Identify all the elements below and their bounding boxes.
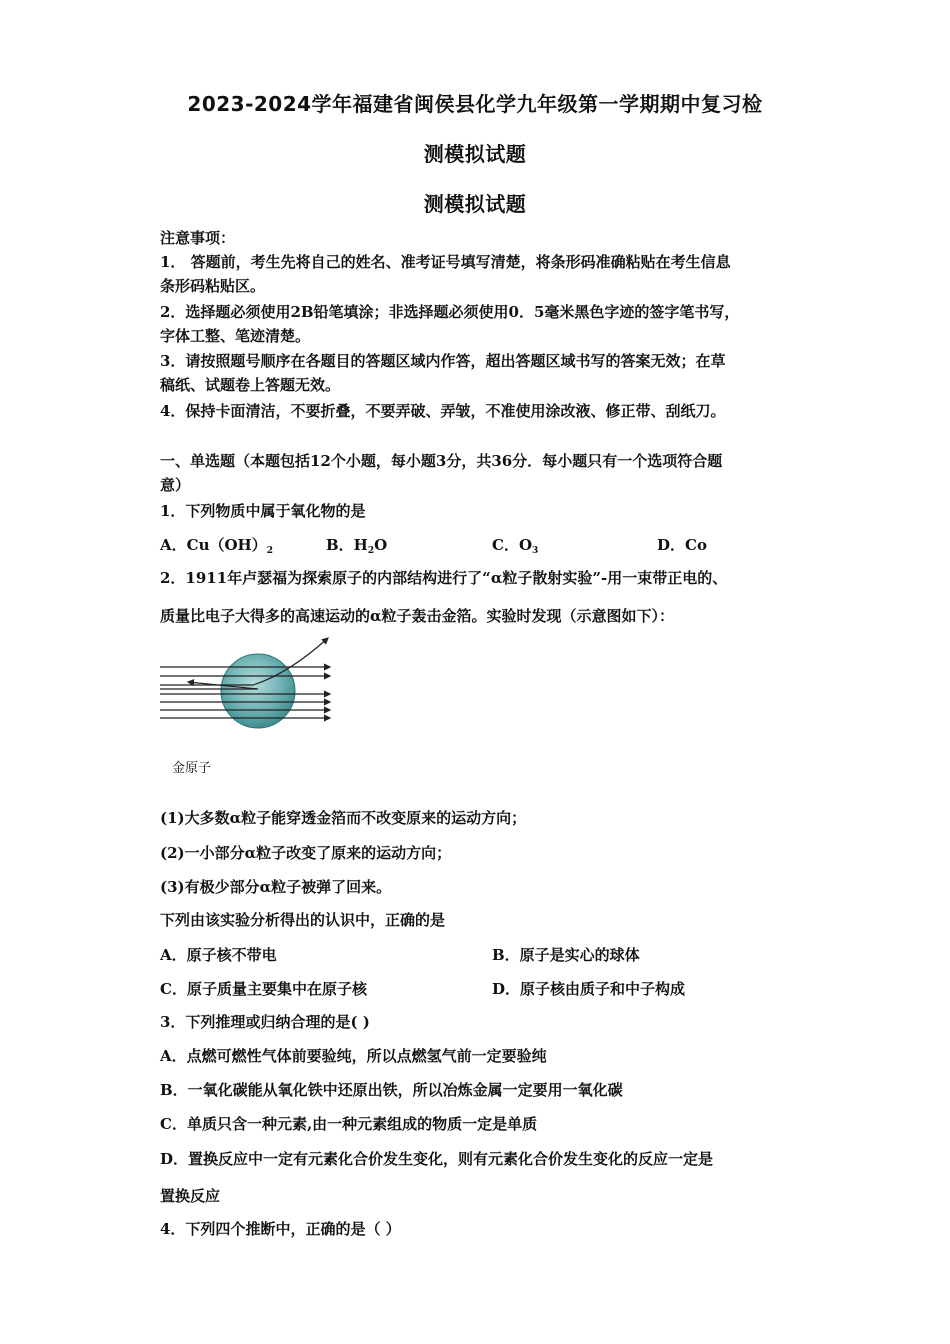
notice-item-4: 4．保持卡面清洁，不要折叠，不要弄破、弄皱，不准使用涂改液、修正带、刮纸刀。 — [160, 402, 726, 420]
notice-item-3-line-2: 稿纸、试题卷上答题无效。 — [160, 376, 341, 394]
section-1-header-line-1: 一、单选题（本题包括12个小题，每小题3分，共36分．每小题只有一个选项符合题 — [160, 452, 723, 470]
question-2-stem-line-2: 质量比电子大得多的高速运动的α粒子轰击金箔。实验时发现（示意图如下）： — [160, 607, 675, 625]
question-2-option-d[interactable]: D．原子核由质子和中子构成 — [492, 980, 686, 998]
question-2-option-a[interactable]: A．原子核不带电 — [160, 946, 277, 964]
notice-item-1-line-2: 条形码粘贴区。 — [160, 277, 266, 295]
question-2-observation-2: (2)一小部分α粒子改变了原来的运动方向； — [160, 844, 452, 862]
notice-item-2-line-2: 字体工整、笔迹清楚。 — [160, 327, 311, 345]
exam-title-line-1: 2023-2024学年福建省闽侯县化学九年级第一学期期中复习检 — [187, 92, 763, 116]
question-3-option-b[interactable]: B．一氧化碳能从氧化铁中还原出铁，所以冶炼金属一定要用一氧化碳 — [160, 1081, 623, 1099]
notice-item-1-line-1: 1． 答题前，考生先将自己的姓名、准考证号填写清楚，将条形码准确粘贴在考生信息 — [160, 253, 731, 271]
question-3-option-d-line-2[interactable]: 置换反应 — [160, 1187, 221, 1205]
question-3-option-c[interactable]: C．单质只含一种元素,由一种元素组成的物质一定是单质 — [160, 1115, 538, 1133]
question-2-observation-3: (3)有极少部分α粒子被弹了回来。 — [160, 878, 392, 896]
question-2-observation-1: (1)大多数α粒子能穿透金箔而不改变原来的运动方向； — [160, 809, 527, 827]
question-2-option-c[interactable]: C．原子质量主要集中在原子核 — [160, 980, 367, 998]
question-1-option-a[interactable]: A．$Cu(OH)_2$ — [160, 536, 273, 556]
gold-atom-sphere — [221, 654, 295, 728]
figure-caption-gold-atom: 金原子 — [172, 761, 212, 776]
question-3-stem: 3．下列推理或归纳合理的是( ) — [160, 1013, 370, 1031]
question-1-option-d[interactable]: D．Co — [657, 536, 707, 554]
question-1-option-b[interactable]: B．$H_2O$ — [326, 536, 388, 556]
question-4-stem: 4．下列四个推断中，正确的是（ ） — [160, 1220, 401, 1238]
exam-title-line-3: 测模拟试题 — [423, 192, 527, 216]
question-3-option-a[interactable]: A．点燃可燃性气体前要验纯，所以点燃氢气前一定要验纯 — [160, 1047, 547, 1065]
question-2-prompt: 下列由该实验分析得出的认识中，正确的是 — [160, 911, 446, 929]
exam-title-line-2: 测模拟试题 — [423, 142, 527, 166]
question-2-option-b[interactable]: B．原子是实心的球体 — [492, 946, 640, 964]
question-1-stem: 1．下列物质中属于氧化物的是 — [160, 502, 366, 520]
notice-heading: 注意事项： — [160, 229, 236, 247]
question-3-option-d-line-1[interactable]: D．置换反应中一定有元素化合价发生变化，则有元素化合价发生变化的反应一定是 — [160, 1150, 714, 1168]
notice-item-2-line-1: 2．选择题必须使用2B铅笔填涂；非选择题必须使用0．5毫米黑色字迹的签字笔书写， — [160, 303, 740, 321]
question-2-stem-line-1: 2．1911年卢瑟福为探索原子的内部结构进行了“α粒子散射实验”-用一束带正电的、 — [160, 569, 728, 587]
section-1-header-line-2: 意） — [160, 476, 191, 494]
notice-item-3-line-1: 3．请按照题号顺序在各题目的答题区域内作答，超出答题区域书写的答案无效；在草 — [160, 352, 726, 370]
alpha-scattering-diagram — [158, 634, 338, 734]
question-1-option-c[interactable]: C．$O_3$ — [492, 536, 539, 556]
